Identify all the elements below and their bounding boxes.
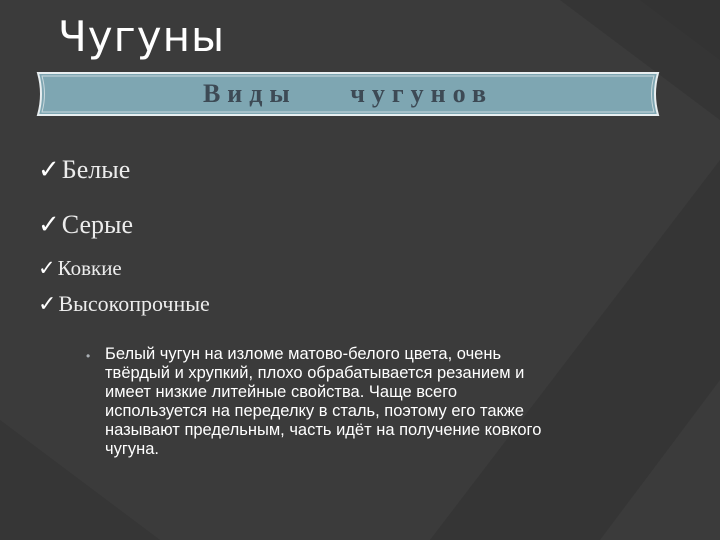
list-item-label: Ковкие [57,256,122,280]
checkmark-icon: ✓ [38,256,56,280]
list-item-label: Белые [61,155,131,184]
list-item [38,256,122,281]
checkmark-icon: ✓ [38,291,57,316]
banner-heading: Виды чугунов [202,79,494,108]
list-item-label: Высокопрочные [58,291,210,316]
list-item-label: Серые [61,210,134,239]
bullet-icon: • [86,349,91,363]
description-paragraph: Белый чугун на изломе матово-белого цвета, очень твёрдый и хрупкий, плохо обрабатывается резанием и имеет низкие литейные свойства. Чаще всего используется на переделку в сталь, поэтому его также называют предельным, часть идёт на получение ковкого чугуна. [105,345,542,458]
list-item [38,210,133,240]
slide-title: Чугуны [58,12,226,61]
list-item [38,291,210,317]
checkmark-icon: ✓ [38,210,60,239]
list-item [38,155,130,185]
checkmark-icon: ✓ [38,155,60,184]
